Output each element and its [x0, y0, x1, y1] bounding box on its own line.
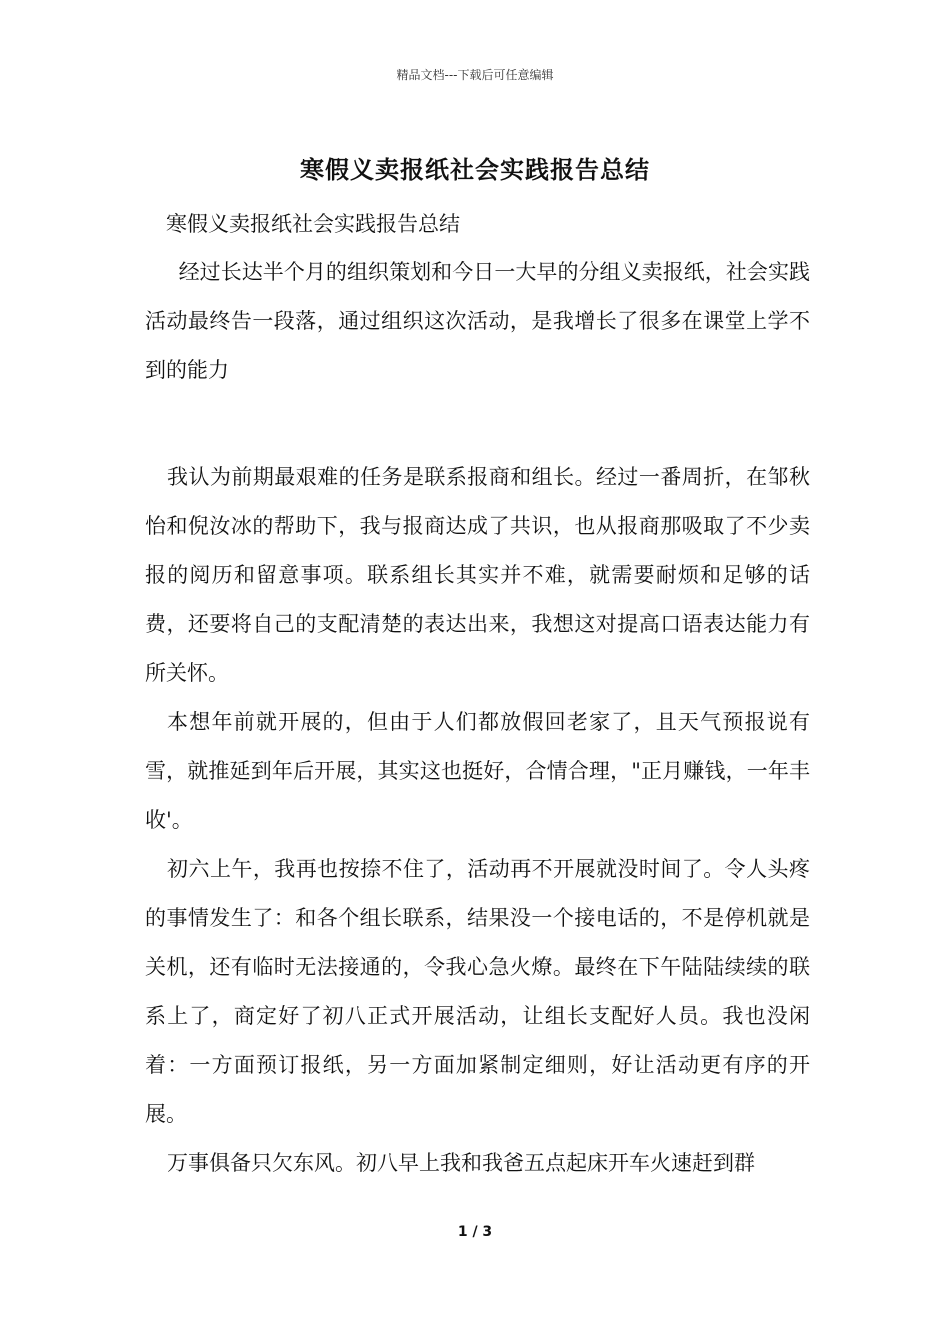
paragraph-3: 本想年前就开展的，但由于人们都放假回老家了，且天气预报说有雪，就推延到年后开展，其实这也挺好，合情合理，"正月赚钱，一年丰收'。	[145, 710, 810, 832]
paragraph-2: 我认为前期最艰难的任务是联系报商和组长。经过一番周折，在邹秋怡和倪汝冰的帮助下，我与报商达成了共识，也从报商那吸取了不少卖报的阅历和留意事项。联系组长其实并不难，就需要耐烦和足够的话费，还要将自己的支配清楚的表达出来，我想这对提高口语表达能力有所关怀。	[145, 465, 810, 685]
paragraph-4: 初六上午，我再也按捺不住了，活动再不开展就没时间了。令人头疼的事情发生了：和各个组长联系，结果没一个接电话的，不是停机就是关机，还有临时无法接通的，令我心急火燎。最终在下午陆陆续续的联系上了，商定好了初八正式开展活动，让组长支配好人员。我也没闲着：一方面预订报纸，另一方面加紧制定细则，好让活动更有序的开展。	[145, 857, 810, 1126]
paragraph-spacer	[145, 395, 810, 453]
document-title: 寒假义卖报纸社会实践报告总结	[300, 156, 650, 184]
document-body	[145, 248, 810, 1188]
paragraph-1: 经过长达半个月的组织策划和今日一大早的分组义卖报纸，社会实践活动最终告一段落，通过组织这次活动，是我增长了很多在课堂上学不到的能力	[145, 260, 810, 382]
document-subtitle: 寒假义卖报纸社会实践报告总结	[166, 212, 460, 236]
paragraph-5: 万事俱备只欠东风。初八早上我和我爸五点起床开车火速赶到群	[167, 1151, 756, 1175]
page-number: 1 / 3	[457, 1224, 493, 1240]
page-header: 精品文档---下载后可任意编辑	[396, 68, 554, 82]
